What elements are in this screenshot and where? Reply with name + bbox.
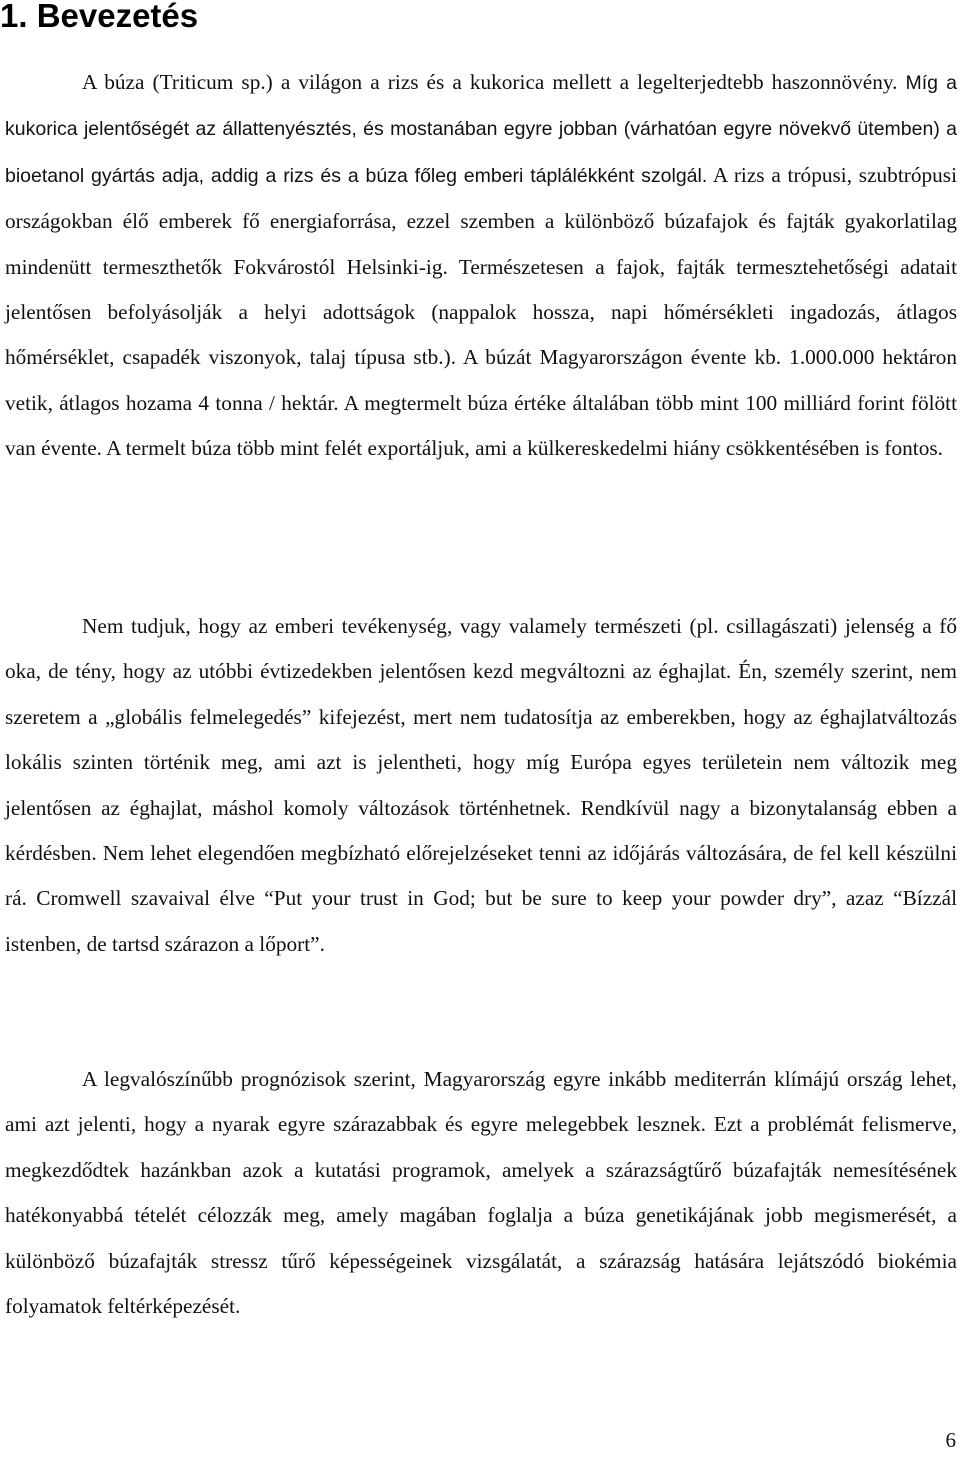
paragraph-intro (5, 60, 957, 472)
section-heading: 1. Bevezetés (0, 0, 199, 34)
paragraph-research: A legvalószínűbb prognózisok szerint, Magyarország egyre inkább mediterrán klímájú ország lehet, ami azt jelenti, hogy a nyarak egyre szárazabbak és egyre melegebbek lesznek. Ezt a problémát felismerve, megkezdődtek hazánkban azok a kutatási programok, amelyek a szárazságtűrő búzafajták nemesítésének hatékonyabbá tételét célozzák meg, amely magában foglalja a búza genetikájának jobb megismerését, a különböző búzafajták stressz tűrő képességeinek vizsgálatát, a szárazság hatására lejátszódó biokémia folyamatok feltérképezését. (5, 1067, 957, 1319)
paragraph-intro-part-1: A búza (Triticum sp.) a világon a rizs és a kukorica mellett a legelterjedtebb haszonnövény. (82, 70, 898, 94)
page-number: 6 (945, 1428, 956, 1452)
paragraph-climate: Nem tudjuk, hogy az emberi tevékenység, vagy valamely természeti (pl. csillagászati) jelenség a fő oka, de tény, hogy az utóbbi évtizedekben jelentősen kezd megváltozni az éghajlat. Én, személy szerint, nem szeretem a „globális felmelegedés” kifejezést, mert nem tudatosítja az emberekben, hogy az éghajlatváltozás lokális szinten történik meg, ami azt is jelentheti, hogy míg Európa egyes területein nem változik meg jelentősen az éghajlat, máshol komoly változások történhetnek. Rendkívül nagy a bizonytalanság ebben a kérdésben. Nem lehet elegendően megbízható előrejelzéseket tenni az időjárás változására, de fel kell készülni rá. Cromwell szavaival élve “Put your trust in God; but be sure to keep your powder dry”, azaz “Bízzál istenben, de tartsd szárazon a lőport”. (5, 614, 957, 956)
paragraph-intro-part-3: A rizs a trópusi, szubtrópusi országokban élő emberek fő energiaforrása, ezzel szemben a különböző búzafajok és fajták gyakorlatilag mindenütt termeszthetők Fokvárostól Helsinki-ig. Természetesen a fajok, fajták termesztehetőségi adatait jelentősen befolyásolják a helyi adottságok (nappalok hossza, napi hőmérsékleti ingadozás, átlagos hőmérséklet, csapadék viszonyok, talaj típusa stb.). A búzát Magyarországon évente kb. 1.000.000 hektáron vetik, átlagos hozama 4 tonna / hektár. A megtermelt búza értéke általában több mint 100 milliárd forint fölött van évente. A termelt búza több mint felét exportáljuk, ami a külkereskedelmi hiány csökkentésében is fontos. (5, 162, 957, 461)
paragraph-intro-part-2: Míg a kukorica jelentőségét az állattenyésztés, és mostanában egyre jobban (várhatóan egyre növekvő ütemben) a bioetanol gyártás adja, addig a rizs és a búza főleg emberi táplálékként szolgál. (5, 72, 958, 187)
